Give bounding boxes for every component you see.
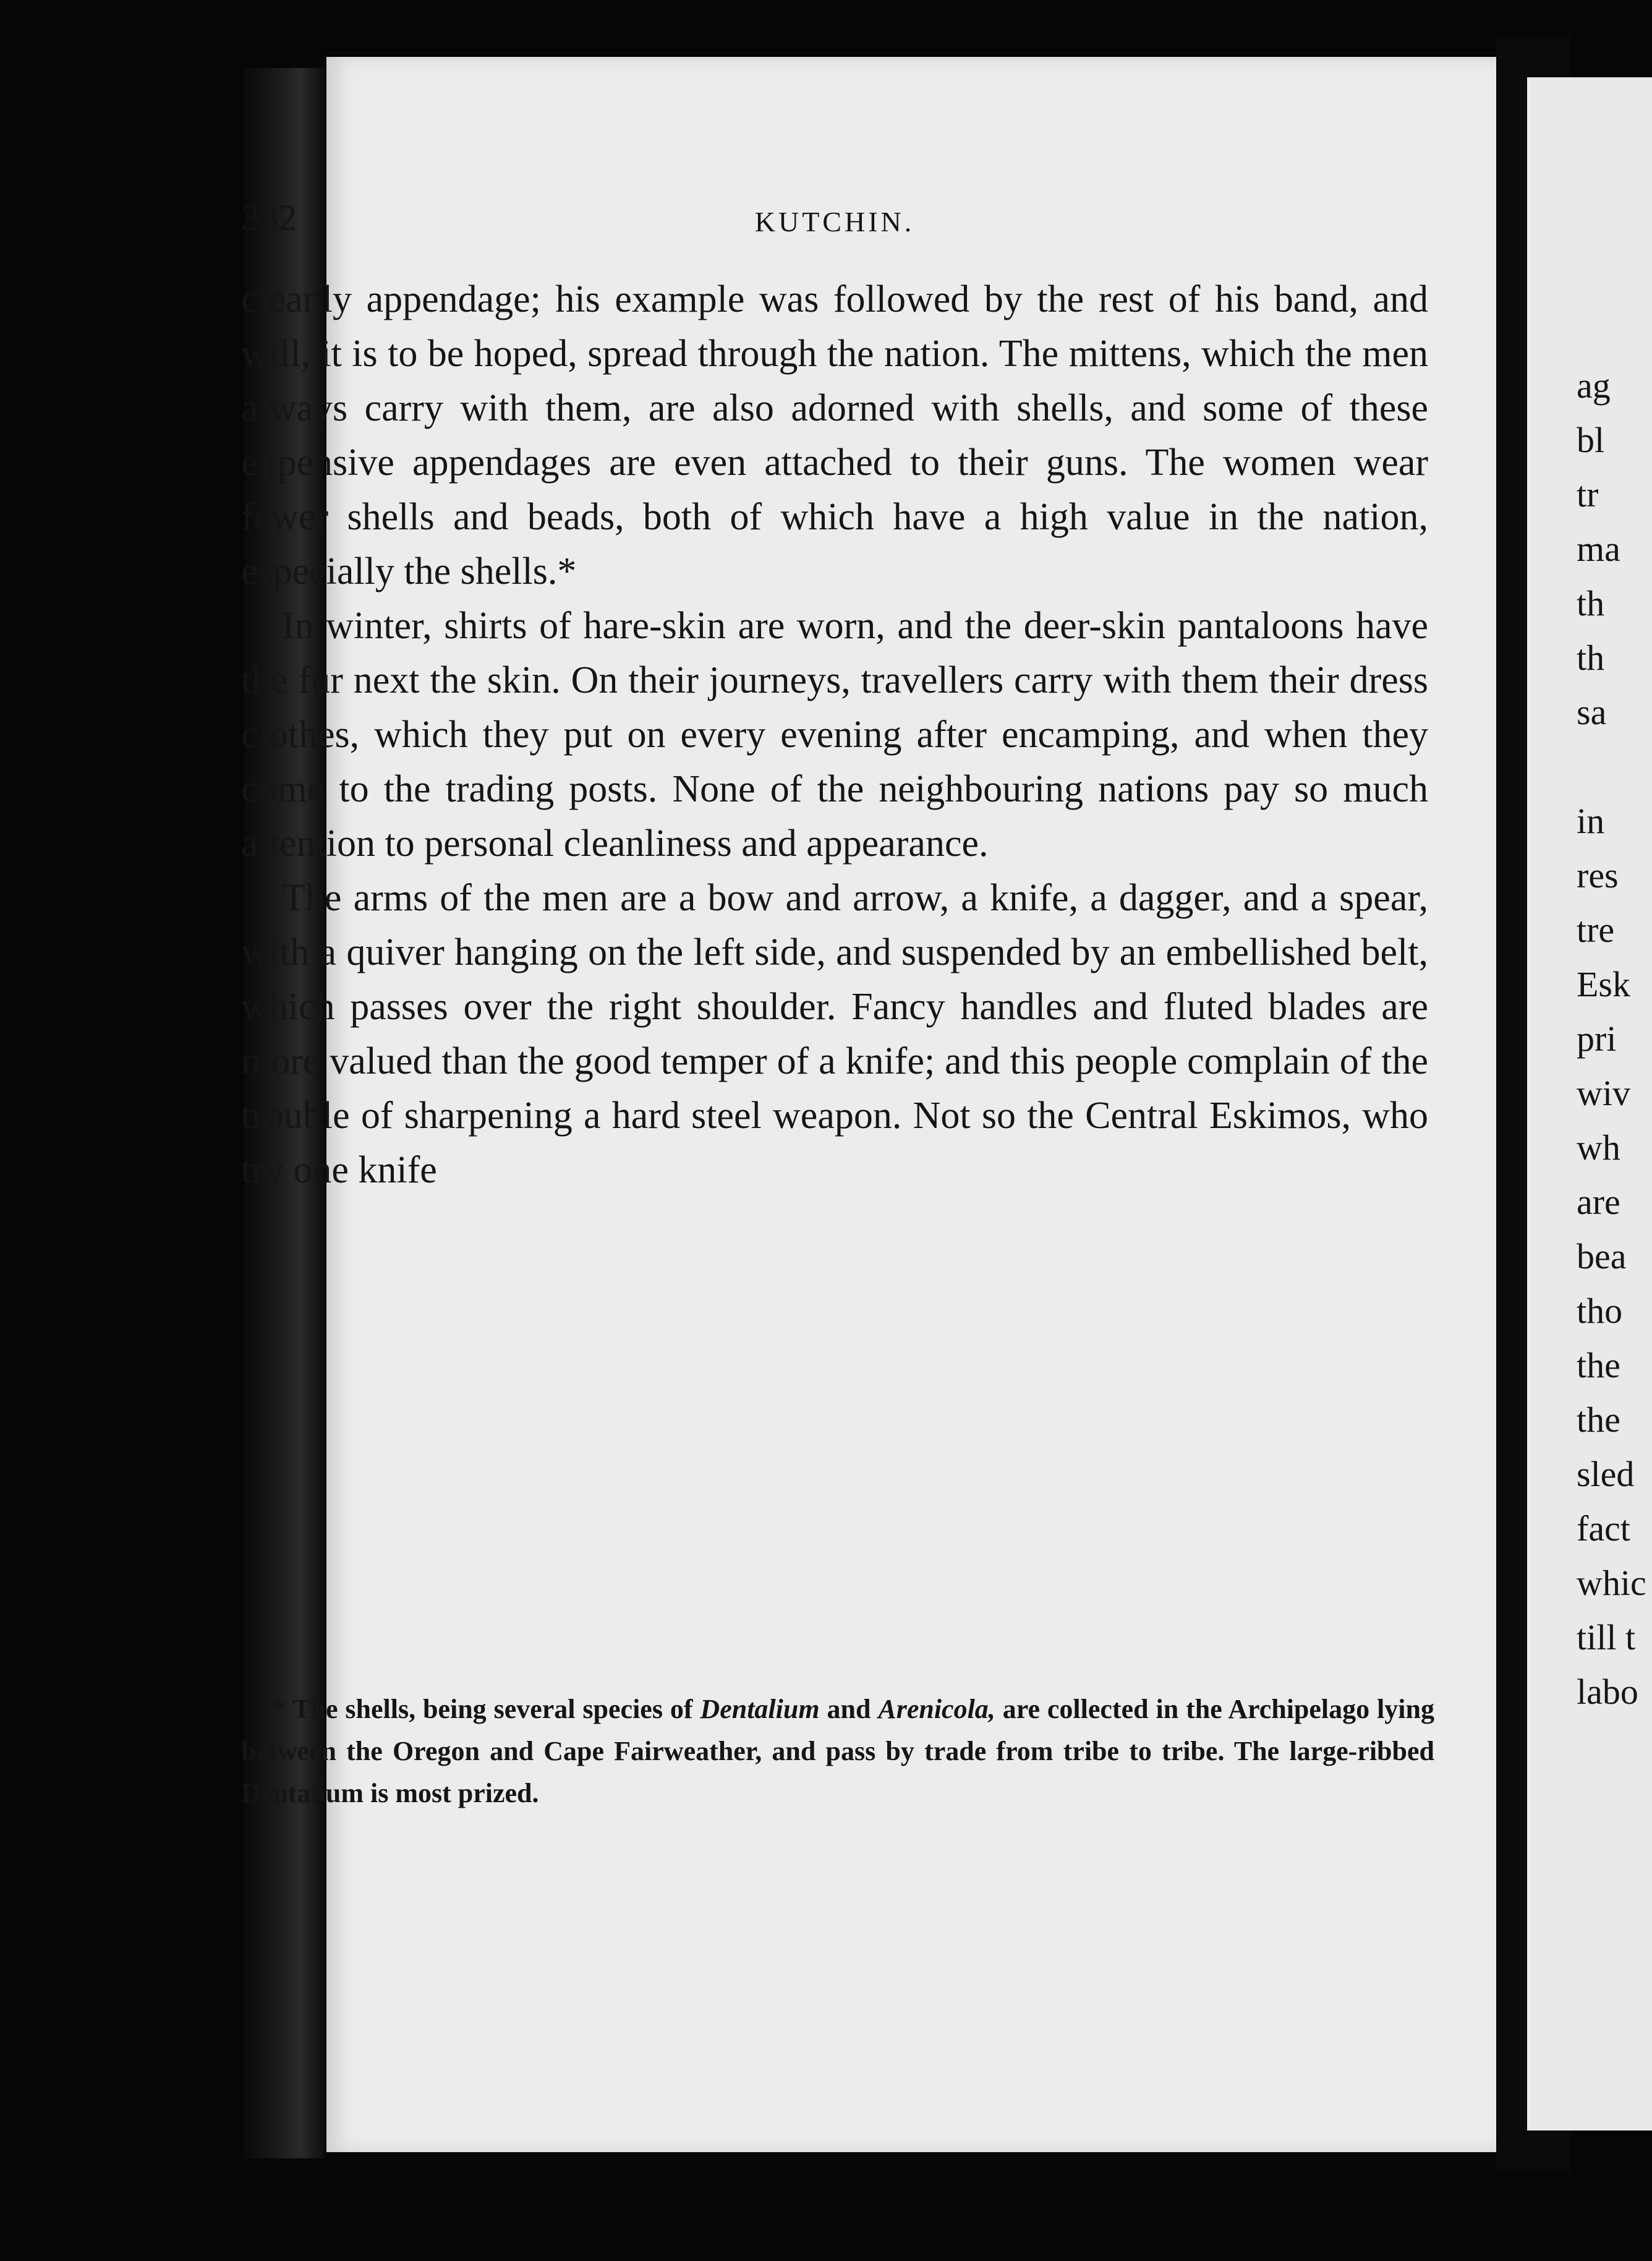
footnote-text: The shells, being several species of — [292, 1694, 693, 1724]
adjacent-page-text — [1577, 359, 1651, 1719]
adjacent-line: th — [1577, 583, 1605, 623]
adjacent-line: sa — [1577, 692, 1607, 732]
adjacent-line: sled — [1577, 1454, 1635, 1494]
adjacent-line: fact — [1577, 1508, 1630, 1549]
adjacent-line: the — [1577, 1345, 1620, 1385]
adjacent-line: pri — [1577, 1019, 1617, 1059]
adjacent-line: tre — [1577, 910, 1615, 950]
adjacent-line: bea — [1577, 1236, 1627, 1276]
paragraph: The arms of the men are a bow and arrow, a knife, a dagger, and a spear, with a quiver hanging on the left side, and suspended by an embellished belt, which passes over the right shoulder. Fancy handles and fluted blades are more valued than the good temper of a knife; and this people complain of the trouble of sharpening a hard steel weapon. Not so the Central Eskimos, who try one knife — [241, 877, 1428, 1191]
footnote — [241, 1688, 1434, 1814]
adjacent-line: ag — [1577, 365, 1611, 406]
adjacent-line: wiv — [1577, 1073, 1630, 1113]
footnote-genus: Dentalium — [700, 1694, 820, 1724]
running-title: KUTCHIN. — [754, 206, 915, 237]
adjacent-line: are — [1577, 1182, 1620, 1222]
adjacent-line: th — [1577, 638, 1605, 678]
adjacent-line: wh — [1577, 1127, 1620, 1168]
adjacent-line: tho — [1577, 1291, 1623, 1331]
adjacent-line: in — [1577, 801, 1605, 841]
footnote-text: are collected in the Archipelago lying between the Oregon and Cape Fairweather, and pass by trade from tribe to tribe. The large-ribbed Dentalium is most prized. — [241, 1694, 1434, 1808]
page-number: 382 — [241, 197, 297, 238]
footnote-genus: Arenicola, — [878, 1694, 995, 1724]
body-text — [241, 272, 1428, 1197]
adjacent-line: Esk — [1577, 964, 1630, 1004]
adjacent-line: till t — [1577, 1617, 1636, 1657]
adjacent-line: labo — [1577, 1672, 1638, 1712]
adjacent-line: whic — [1577, 1563, 1646, 1603]
footnote-marker: * — [272, 1694, 286, 1724]
paragraph: In winter, shirts of hare-skin are worn, and the deer-skin pantaloons have the fur next the skin. On their journeys, travellers carry with them their dress clothes, which they put on every evening after encamping, and when they come to the trading posts. None of the neighbouring nations pay so much attention to personal cleanliness and appearance. — [241, 605, 1428, 865]
adjacent-line: bl — [1577, 420, 1605, 460]
adjacent-line: the — [1577, 1400, 1620, 1440]
adjacent-line: ma — [1577, 529, 1620, 569]
footnote-text: and — [827, 1694, 871, 1724]
adjacent-line: res — [1577, 855, 1619, 895]
adjacent-line: tr — [1577, 474, 1599, 515]
paragraph: cleanly appendage; his example was followed by the rest of his band, and will, it is to be hoped, spread through the nation. The mittens, which the men always carry with them, are also adorned with shells, and some of these expensive appendages are even attached to their guns. The women wear fewer shells and beads, both of which have a high value in the nation, especially the shells.* — [241, 278, 1428, 592]
page-header — [241, 197, 1428, 271]
